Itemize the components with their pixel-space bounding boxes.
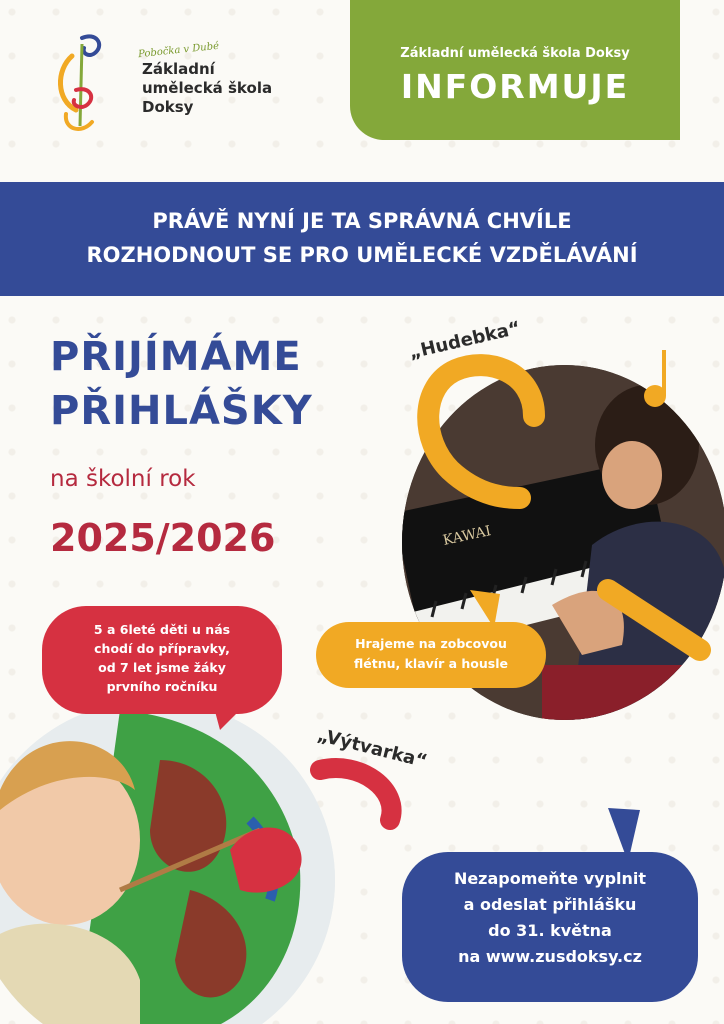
info-title: INFORMUJE	[400, 67, 630, 106]
art-label: „Výtvarka“	[315, 724, 430, 773]
music-info-bubble	[316, 622, 546, 688]
piano-brand: KAWAI	[441, 523, 493, 549]
info-subtitle: Základní umělecká škola Doksy	[400, 46, 630, 61]
age-info-line: chodí do přípravky,	[94, 641, 230, 656]
yellow-stroke-shape	[608, 590, 700, 650]
age-info-line: prvního ročníku	[106, 679, 218, 694]
age-info-bubble	[42, 606, 282, 714]
school-year: 2025/2026	[50, 516, 276, 560]
headline-line-2: PŘIHLÁŠKY	[50, 388, 313, 434]
age-info-line: od 7 let jsme žáky	[98, 660, 226, 675]
music-label: „Hudebka“	[407, 317, 523, 364]
deadline-line: Nezapomeňte vyplnit	[453, 869, 647, 888]
deadline-line: a odeslat přihlášku	[463, 895, 637, 914]
banner-line-2: ROZHODNOUT SE PRO UMĚLECKÉ VZDĚLÁVÁNÍ	[86, 243, 638, 267]
school-name-line: Základní	[142, 60, 215, 78]
music-info-line: Hrajeme na zobcovou	[355, 636, 507, 651]
red-curve-shape	[320, 768, 392, 820]
school-year-label: na školní rok	[50, 466, 196, 492]
yellow-swirl-shape	[428, 365, 534, 498]
school-name-line: umělecká škola	[142, 79, 273, 97]
deadline-bubble	[402, 852, 698, 1002]
logo-tagline: Pobočka v Dubé	[137, 40, 220, 61]
red-drop-shape	[230, 828, 302, 893]
music-info-line: flétnu, klavír a housle	[354, 656, 508, 671]
age-info-line: 5 a 6leté děti u nás	[93, 622, 231, 637]
headline-line-1: PŘIJÍMÁME	[50, 334, 302, 380]
deadline-line: do 31. května	[488, 921, 612, 940]
deadline-line: na www.zusdoksy.cz	[458, 947, 642, 966]
school-name-line: Doksy	[142, 98, 194, 116]
banner-line-1: PRÁVĚ NYNÍ JE TA SPRÁVNÁ CHVÍLE	[152, 209, 572, 233]
